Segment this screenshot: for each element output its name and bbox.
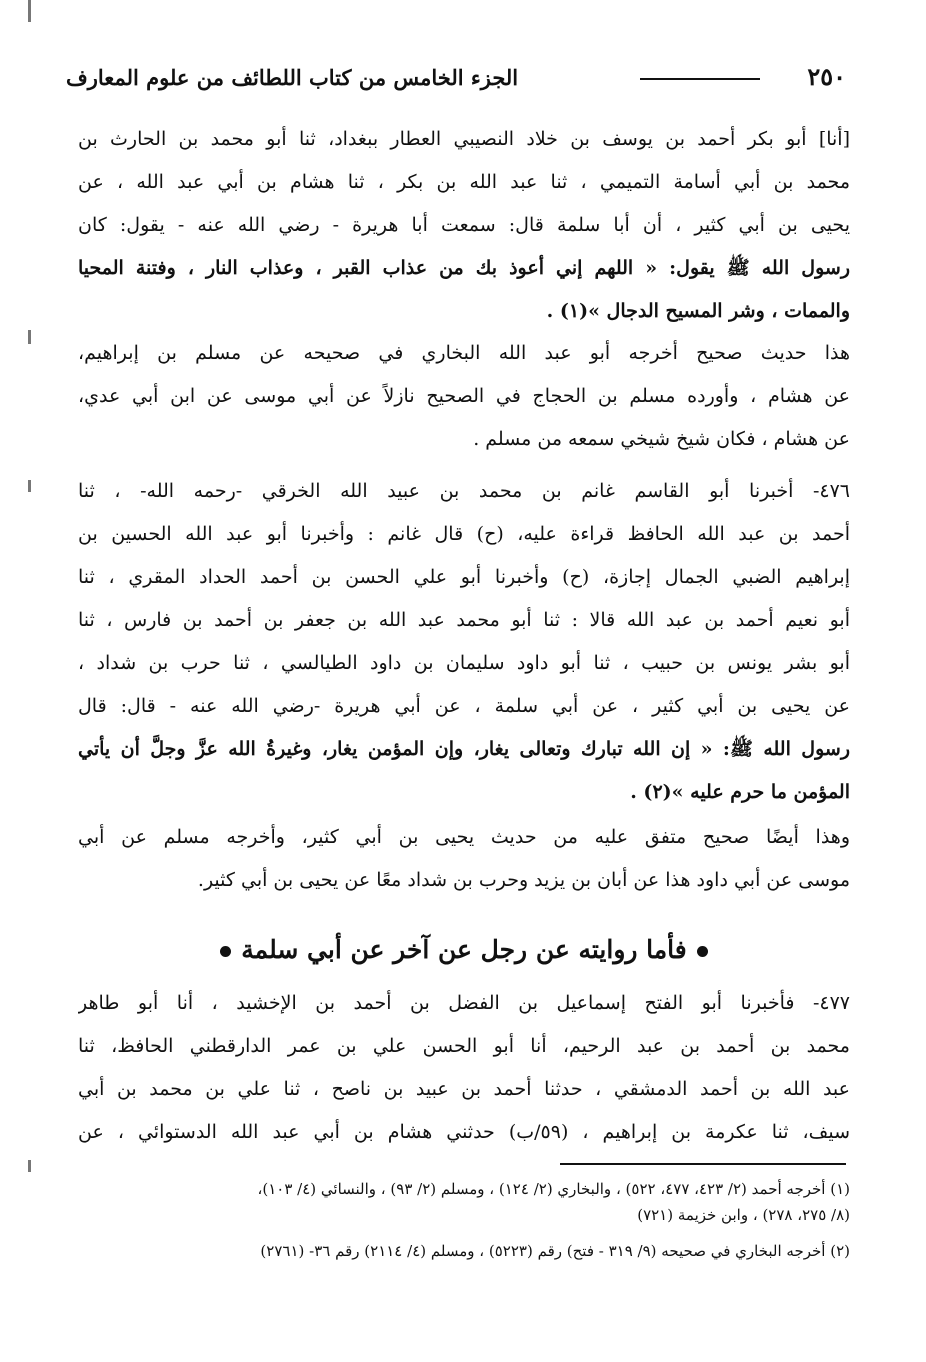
bullet-icon: [220, 946, 231, 957]
scan-edge-mark: [28, 1160, 31, 1172]
paragraph-hadith-476: [78, 470, 850, 814]
page-number: ٢٥٠: [807, 62, 846, 91]
text-line: والممات ، وشر المسيح الدجال »(١) .: [546, 300, 850, 322]
footnote-1: (١) أخرجه أحمد (٢/ ٤٢٣، ٤٧٧، ٥٢٢) ، والبخاري (٢/ ١٢٤) ، ومسلم (٢/ ٩٣) ، والنسائي (٤/ ١٠٣)،: [257, 1180, 850, 1198]
text-line: رسول الله ﷺ: « إن الله تبارك وتعالى يغار، وإن المؤمن يغار، وغيرةُ الله عزَّ وجلَّ أن يأتي: [78, 738, 850, 760]
footnote-rule: [560, 1163, 846, 1165]
text-line: أبو بشر يونس بن حبيب ، ثنا أبو داود سليمان بن داود الطيالسي ، ثنا حرب بن شداد ،: [78, 652, 850, 674]
scan-edge-mark: [28, 480, 31, 492]
paragraph-commentary-1: [78, 332, 850, 461]
footnote-2: (٢) أخرجه البخاري في صحيحه (٩/ ٣١٩ - فتح) رقم (٥٢٢٣) ، ومسلم (٤/ ٢١١٤) رقم ٣٦- (٢٧٦١): [260, 1242, 850, 1260]
page-header: [66, 62, 846, 104]
text-line: موسى عن أبي داود هذا عن أبان بن يزيد وحرب بن شداد معًا عن يحيى بن أبي كثير.: [197, 869, 850, 891]
text-line: عن هشام ، فكان شيخ شيخي سمعه من مسلم .: [473, 428, 850, 450]
text-line: يحيى بن أبي كثير ، أن أبا سلمة قال: سمعت أبا هريرة - رضي الله عنه - يقول: كان: [78, 214, 850, 236]
bullet-icon: [697, 946, 708, 957]
text-line: وهذا أيضًا صحيح متفق عليه من حديث يحيى بن أبي كثير، وأخرجه مسلم عن أبي: [78, 826, 850, 848]
footnote-1-continued: (٨/ ٢٧٥، ٢٧٨) ، وابن خزيمة (٧٢١): [637, 1206, 850, 1224]
text-line: محمد بن أحمد بن عبد الرحيم، أنا أبو الحسن علي بن عمر الدارقطني الحافظ، ثنا: [78, 1035, 850, 1057]
section-heading: [78, 928, 850, 972]
text-line: [أنا] أبو بكر أحمد بن يوسف بن خلاد النصيبي العطار ببغداد، ثنا أبو محمد بن الحارث بن: [78, 128, 850, 150]
text-line: رسول الله ﷺ يقول: « اللهم إني أعوذ بك من عذاب القبر ، وعذاب النار ، وفتنة المحيا: [78, 257, 850, 279]
text-line: عن هشام ، وأورده مسلم بن الحجاج في الصحيح نازلاً عن أبي موسى عن ابن أبي عدي،: [78, 385, 850, 407]
header-rule: [640, 78, 760, 80]
text-line: ٤٧٧- فأخبرنا أبو الفتح إسماعيل بن الفضل بن أحمد بن الإخشيد ، أنا أبو طاهر: [78, 992, 850, 1014]
text-line: هذا حديث صحيح أخرجه أبو عبد الله البخاري في صحيحه عن مسلم بن إبراهيم،: [78, 342, 850, 364]
text-line: عبد الله بن أحمد الدمشقي ، حدثنا أحمد بن عبيد بن ناصح ، ثنا علي بن محمد بن أبي: [78, 1078, 850, 1100]
footnotes: [150, 1176, 850, 1264]
text-line: إبراهيم الضبي الجمال إجازة، (ح) وأخبرنا أبو علي الحسن بن أحمد الحداد المقري ، ثنا: [78, 566, 850, 588]
text-line: أحمد بن عبد الله الحافظ قراءة عليه، (ح) قال غانم : وأخبرنا أبو عبد الله الحسين بن: [78, 523, 850, 545]
running-title: الجزء الخامس من كتاب اللطائف من علوم المعارف: [66, 65, 519, 90]
text-line: المؤمن ما حرم عليه »(٢) .: [630, 781, 850, 803]
paragraph-hadith-475-chain: [78, 118, 850, 333]
paragraph-commentary-2: [78, 816, 850, 902]
text-line: ٤٧٦- أخبرنا أبو القاسم غانم بن محمد بن عبيد الله الخرقي -رحمه الله- ، ثنا: [78, 480, 850, 502]
text-line: محمد بن أبي أسامة التميمي ، ثنا عبد الله بن بكر ، ثنا هشام بن أبي عبد الله ، عن: [78, 171, 850, 193]
text-line: عن يحيى بن أبي كثير ، عن أبي سلمة ، عن أبي هريرة -رضي الله عنه - قال: قال: [78, 695, 850, 717]
scan-edge-mark: [28, 0, 31, 22]
text-line: سيف، ثنا عكرمة بن إبراهيم ، (٥٩/ب) حدثني هشام بن أبي عبد الله الدستوائي ، عن: [78, 1121, 850, 1143]
scan-edge-mark: [28, 330, 31, 344]
section-heading-text: فأما روايته عن رجل عن آخر عن أبي سلمة: [241, 935, 687, 964]
paragraph-hadith-477: [78, 982, 850, 1154]
text-line: أبو نعيم أحمد بن عبد الله قالا : ثنا أبو محمد عبد الله بن جعفر بن أحمد بن فارس ، ثنا: [78, 609, 850, 631]
